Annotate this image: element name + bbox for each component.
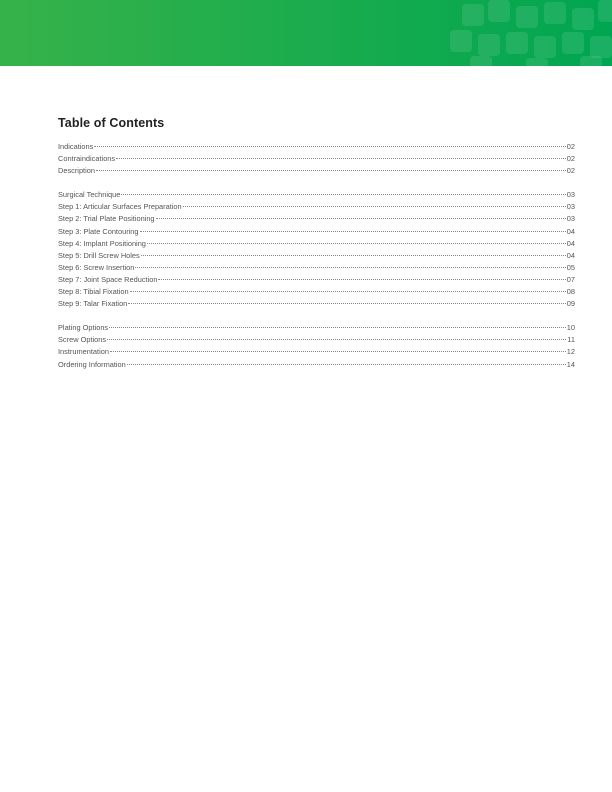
toc-entry-page: 03 bbox=[566, 190, 575, 200]
toc-entry-page: 03 bbox=[566, 202, 575, 212]
toc-group-options bbox=[58, 322, 575, 370]
header-banner bbox=[0, 0, 612, 66]
decorative-square bbox=[526, 58, 548, 66]
toc-entry-label: Screw Options bbox=[58, 335, 107, 345]
toc-entry-page: 04 bbox=[566, 226, 575, 236]
toc-entry[interactable] bbox=[58, 238, 575, 250]
dot-leader bbox=[94, 146, 565, 147]
dot-leader bbox=[110, 351, 566, 352]
toc-entry[interactable] bbox=[58, 322, 575, 334]
dot-leader bbox=[121, 194, 565, 195]
dot-leader bbox=[130, 291, 566, 292]
decorative-square bbox=[580, 56, 602, 66]
toc-entry-label: Description bbox=[58, 166, 95, 176]
decorative-square bbox=[516, 6, 538, 28]
decorative-square bbox=[488, 0, 510, 22]
toc-entry-page: 02 bbox=[566, 142, 575, 151]
toc-entry-label: Step 3: Plate Contouring bbox=[58, 226, 139, 236]
decorative-square bbox=[572, 8, 594, 30]
decorative-square bbox=[470, 56, 492, 66]
toc-entry-page: 09 bbox=[566, 299, 575, 309]
toc-entry[interactable] bbox=[58, 346, 575, 358]
toc-group-surgical-technique bbox=[58, 189, 575, 310]
toc-entry-label: Step 1: Articular Surfaces Preparation bbox=[58, 202, 182, 212]
toc-entry[interactable] bbox=[58, 274, 575, 286]
toc-entry-label: Contraindications bbox=[58, 154, 116, 164]
decorative-square bbox=[590, 36, 612, 58]
toc-entry-page: 12 bbox=[566, 347, 575, 357]
toc-entry-label: Step 7: Joint Space Reduction bbox=[58, 274, 158, 284]
toc-entry[interactable] bbox=[58, 334, 575, 346]
dot-leader bbox=[96, 170, 566, 171]
toc-entry-page: 04 bbox=[566, 238, 575, 248]
toc-entry-label: Step 2: Trial Plate Positioning bbox=[58, 214, 155, 224]
toc-entry-page: 02 bbox=[566, 166, 575, 176]
decorative-square bbox=[562, 32, 584, 54]
toc-entry-page: 11 bbox=[567, 335, 575, 345]
toc-entry-page: 02 bbox=[566, 154, 575, 164]
toc-entry[interactable] bbox=[58, 141, 575, 153]
dot-leader bbox=[156, 218, 566, 219]
toc-entry[interactable] bbox=[58, 213, 575, 225]
dot-leader bbox=[107, 339, 566, 340]
toc-entry-label: Surgical Technique bbox=[58, 190, 121, 200]
toc-entry-page: 04 bbox=[566, 250, 575, 260]
dot-leader bbox=[116, 158, 566, 159]
table-of-contents bbox=[58, 141, 575, 383]
dot-leader bbox=[127, 364, 566, 365]
toc-entry-page: 14 bbox=[566, 359, 575, 369]
toc-entry[interactable] bbox=[58, 189, 575, 201]
toc-entry[interactable] bbox=[58, 250, 575, 262]
decorative-square bbox=[544, 2, 566, 24]
toc-entry-label: Indications bbox=[58, 142, 94, 151]
decorative-square bbox=[534, 36, 556, 58]
dot-leader bbox=[158, 279, 565, 280]
decorative-square bbox=[506, 32, 528, 54]
toc-entry[interactable] bbox=[58, 262, 575, 274]
decorative-square bbox=[598, 0, 612, 22]
toc-entry-label: Step 6: Screw Insertion bbox=[58, 262, 135, 272]
toc-entry[interactable] bbox=[58, 153, 575, 165]
toc-entry-label: Step 8: Tibial Fixation bbox=[58, 287, 129, 297]
toc-entry-label: Instrumentation bbox=[58, 347, 109, 357]
toc-entry[interactable] bbox=[58, 201, 575, 213]
toc-entry-label: Plating Options bbox=[58, 323, 109, 333]
page-title: Table of Contents bbox=[58, 116, 165, 130]
decorative-square bbox=[478, 34, 500, 56]
toc-entry-page: 10 bbox=[566, 323, 575, 333]
toc-group-overview bbox=[58, 141, 575, 177]
dot-leader bbox=[147, 243, 566, 244]
dot-leader bbox=[128, 303, 565, 304]
dot-leader bbox=[183, 206, 566, 207]
toc-entry[interactable] bbox=[58, 226, 575, 238]
toc-entry-label: Step 5: Drill Screw Holes bbox=[58, 250, 140, 260]
dot-leader bbox=[135, 267, 565, 268]
decorative-square bbox=[462, 4, 484, 26]
toc-entry[interactable] bbox=[58, 165, 575, 177]
toc-entry-label: Step 4: Implant Positioning bbox=[58, 238, 146, 248]
toc-entry[interactable] bbox=[58, 359, 575, 371]
toc-entry-page: 03 bbox=[566, 214, 575, 224]
toc-entry[interactable] bbox=[58, 286, 575, 298]
decorative-square bbox=[450, 30, 472, 52]
toc-entry[interactable] bbox=[58, 298, 575, 310]
dot-leader bbox=[141, 255, 566, 256]
toc-entry-page: 05 bbox=[566, 262, 575, 272]
dot-leader bbox=[140, 231, 566, 232]
toc-entry-label: Ordering Information bbox=[58, 359, 126, 369]
toc-entry-page: 08 bbox=[566, 287, 575, 297]
toc-entry-page: 07 bbox=[566, 274, 575, 284]
dot-leader bbox=[109, 327, 566, 328]
toc-entry-label: Step 9: Talar Fixation bbox=[58, 299, 128, 309]
